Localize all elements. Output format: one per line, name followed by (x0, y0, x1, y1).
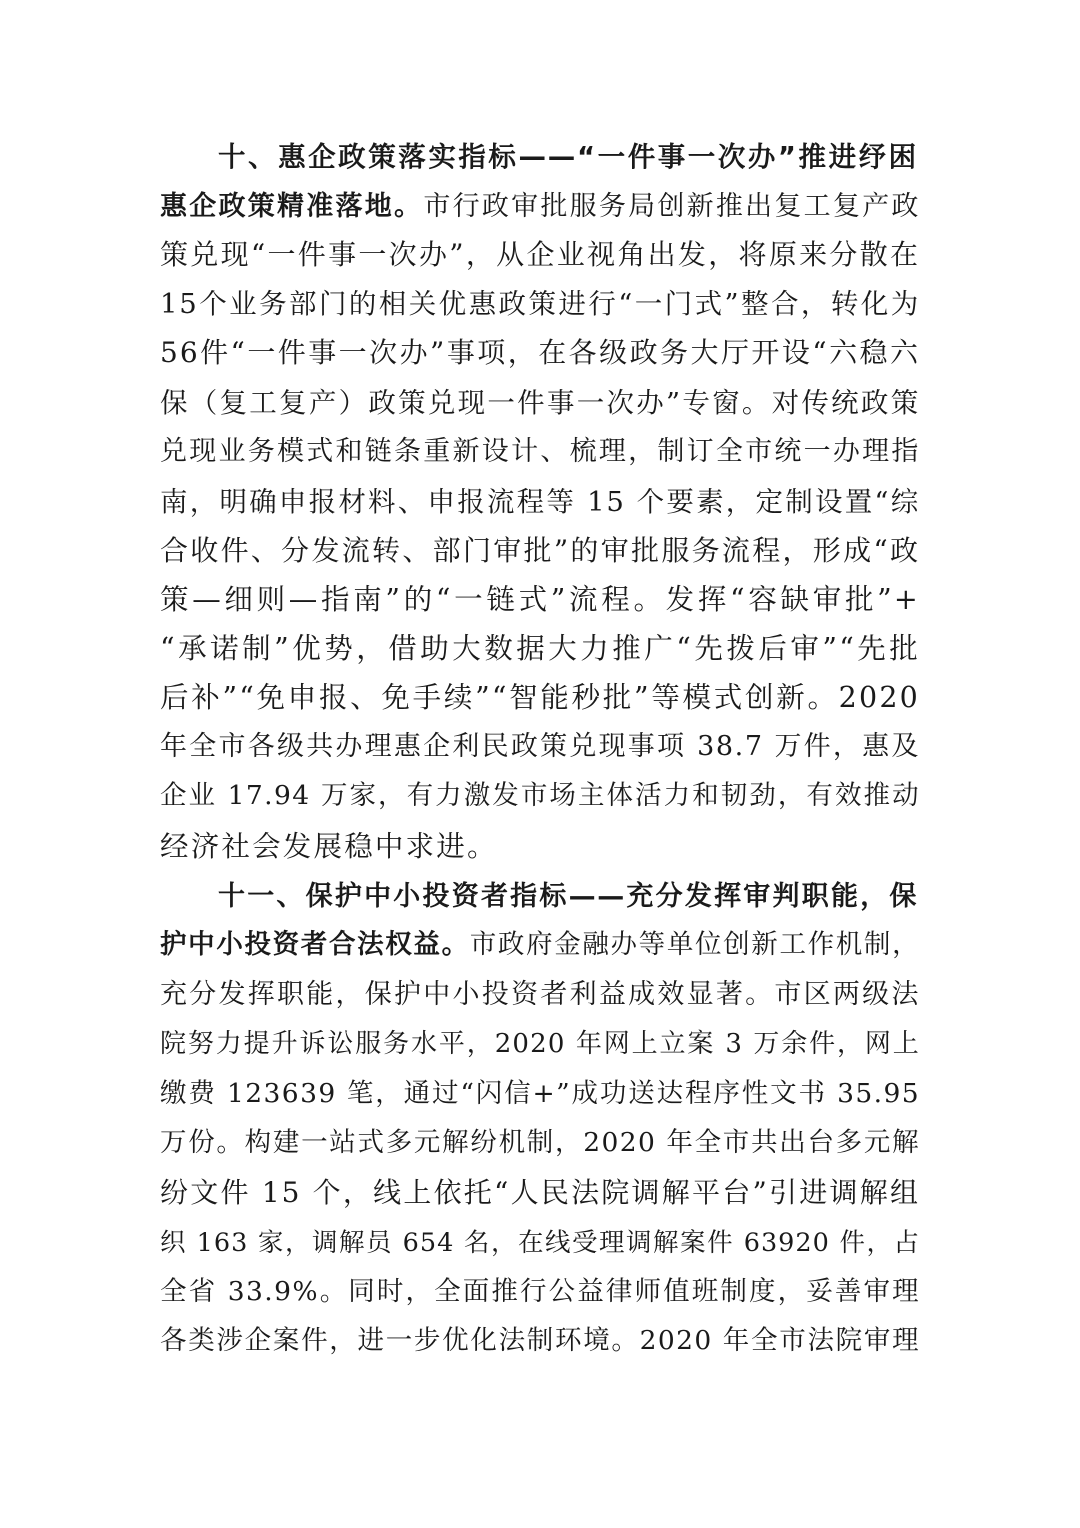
paragraph-text: 院努力提升诉讼服务水平，2020 年网上立案 3 万余件，网上 (160, 1029, 920, 1059)
paragraph-text: 56件“一件事一次办”事项，在各级政务大厅开设“六稳六 (160, 336, 920, 369)
paragraph-text: 万份。构建一站式多元解纷机制，2020 年全市共出台多元解 (160, 1127, 920, 1158)
paragraph-line (160, 526, 920, 576)
paragraph-text: 全省 33.9%。同时，全面推行公益律师值班制度，妥善审理 (160, 1276, 920, 1307)
paragraph-line (160, 970, 920, 1020)
paragraph-text: 各类涉企案件，进一步优化法制环境。2020 年全市法院审理 (160, 1325, 920, 1356)
paragraph-text: 保（复工复产）政策兑现一件事一次办”专窗。对传统政策 (160, 387, 920, 419)
paragraph-text: 兑现业务模式和链条重新设计、梳理，制订全市统一办理指 (160, 436, 920, 467)
paragraph-line (160, 1019, 920, 1069)
paragraph-text: “承诺制”优势，借助大数据大力推广“先拨后审”“先批 (160, 632, 920, 665)
paragraph-text: 织 163 家，调解员 654 名，在线受理调解案件 63920 件，占 (160, 1228, 920, 1258)
paragraph-line (160, 378, 920, 428)
paragraph-line (160, 1316, 920, 1366)
paragraph-line (160, 1168, 920, 1218)
paragraph-text: 缴费 123639 笔，通过“闪信+”成功送达程序性文书 35.95 (160, 1078, 920, 1109)
paragraph-text: 企业 17.94 万家，有力激发市场主体活力和韧劲，有效推动 (160, 780, 920, 811)
paragraph-line (160, 673, 920, 723)
paragraph-line (160, 279, 920, 329)
paragraph-text: 策兑现“一件事一次办”，从企业视角出发，将原来分散在 (160, 238, 920, 271)
paragraph-line (160, 1069, 920, 1119)
paragraph-line (160, 182, 920, 232)
paragraph-line (160, 722, 920, 772)
paragraph-line (160, 230, 920, 280)
paragraph-line (160, 624, 920, 674)
section-heading: 十、惠企政策落实指标——“一件事一次办”推进纾困 (218, 141, 918, 173)
paragraph-line (160, 1118, 920, 1168)
section-heading: 护中小投资者合法权益。 (160, 929, 470, 960)
paragraph-line (160, 1267, 920, 1317)
section-heading: 十一、保护中小投资者指标——充分发挥审判职能，保 (218, 881, 918, 912)
paragraph-text: 市政府金融办等单位创新工作机制， (469, 929, 920, 960)
paragraph-text: 纷文件 15 个，线上依托“人民法院调解平台”引进调解组 (160, 1176, 920, 1209)
paragraph-text: 充分发挥职能，保护中小投资者利益成效显著。市区两级法 (160, 979, 920, 1010)
paragraph-line (160, 575, 920, 625)
paragraph-line (160, 1218, 920, 1268)
section-heading: 惠企政策精准落地。 (160, 191, 424, 222)
paragraph-text: 策—细则—指南”的“一链式”流程。发挥“容缺审批”+ (160, 583, 920, 616)
paragraph-text: 年全市各级共办理惠企利民政策兑现事项 38.7 万件，惠及 (160, 731, 920, 762)
paragraph-text: 合收件、分发流转、部门审批”的审批服务流程，形成“政 (160, 534, 920, 567)
paragraph-line (160, 771, 920, 821)
section-heading-line (218, 132, 918, 182)
paragraph-text: 15个业务部门的相关优惠政策进行“一门式”整合，转化为 (160, 288, 920, 320)
paragraph-line (160, 427, 920, 477)
paragraph-line (160, 920, 920, 970)
paragraph-line (160, 822, 920, 872)
section-heading-line (218, 872, 918, 922)
paragraph-text: 经济社会发展稳中求进。 (160, 830, 498, 863)
paragraph-text: 市行政审批服务局创新推出复工复产政 (423, 191, 920, 222)
paragraph-line (160, 328, 920, 378)
paragraph-line (160, 477, 920, 527)
paragraph-text: 南，明确申报材料、申报流程等 15 个要素，定制设置“综 (160, 486, 920, 518)
paragraph-text: 后补”“免申报、免手续”“智能秒批”等模式创新。2020 (160, 681, 920, 714)
